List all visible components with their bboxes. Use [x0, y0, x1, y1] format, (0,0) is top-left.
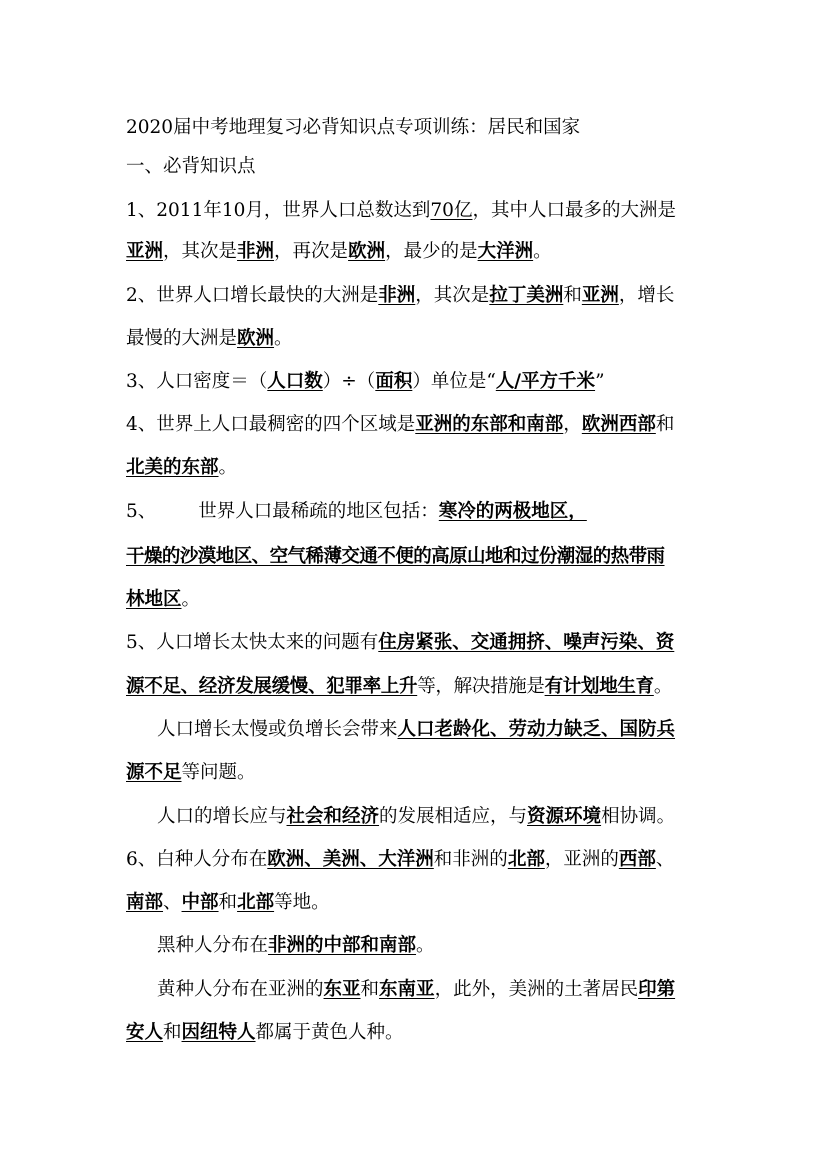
- text: 和非洲的: [433, 849, 508, 870]
- answer-underlined: 非洲: [237, 241, 275, 262]
- text: ，其次是: [415, 285, 490, 306]
- answer-underlined: 北美的东部: [126, 457, 219, 478]
- document-title: 2020届中考地理复习必背知识点专项训练：居民和国家: [126, 117, 581, 138]
- text: 黄种人分布在亚洲的: [157, 979, 324, 1000]
- text: 和: [563, 285, 582, 306]
- paragraph-line: [157, 978, 675, 1002]
- paragraph-line: [126, 456, 237, 480]
- paragraph-line: [126, 545, 665, 569]
- text: ，此外，美洲的土著居民: [434, 979, 639, 1000]
- text: 的发展相适应，与: [379, 806, 528, 827]
- answer-underlined: 安人: [126, 1022, 164, 1043]
- paragraph-line: [126, 413, 674, 437]
- text: 4、世界上人口最稠密的四个区域是: [126, 414, 416, 435]
- answer-underlined: 亚洲: [581, 285, 619, 306]
- paragraph-line: [126, 240, 552, 264]
- paragraph-line: [126, 327, 293, 351]
- text: ，其中人口最多的大洲是: [472, 200, 676, 221]
- answer-underlined: 寒冷的两极地区，: [438, 501, 587, 522]
- text: 1、2011年10月，世界人口总数达到: [126, 200, 431, 221]
- paragraph-line: [126, 284, 674, 308]
- text: 等问题。: [181, 762, 256, 783]
- text: 。: [274, 328, 293, 349]
- answer-underlined: 欧洲西部: [581, 414, 656, 435]
- answer-underlined: 因纽特人: [181, 1022, 256, 1043]
- answer-underlined: 70亿: [430, 200, 473, 221]
- paragraph-line: [126, 761, 256, 785]
- text: 。: [653, 676, 673, 697]
- text: 2、世界人口增长最快的大洲是: [126, 285, 379, 306]
- answer-underlined: 社会和经济: [286, 806, 380, 827]
- text: ”: [595, 371, 605, 392]
- answer-underlined: 欧洲: [348, 241, 386, 262]
- text: 、: [655, 849, 675, 870]
- text: 人口的增长应与: [157, 806, 287, 827]
- paragraph-line: [126, 631, 674, 655]
- paragraph-line: [126, 199, 676, 223]
- answer-underlined: 非洲: [378, 285, 416, 306]
- answer-underlined: 非洲的中部和南部: [268, 935, 417, 956]
- paragraph-line: [126, 891, 330, 915]
- answer-underlined: 亚洲的东部和南部: [415, 414, 564, 435]
- section-heading: 一、必背知识点: [126, 156, 256, 177]
- text: 黑种人分布在: [157, 935, 269, 956]
- text: 和: [218, 892, 238, 913]
- text: 。: [218, 457, 238, 478]
- text: ，增长: [618, 285, 675, 306]
- text: 5、: [126, 501, 157, 522]
- answer-underlined: 东南亚: [379, 979, 435, 1000]
- text: 5、人口增长太快太来的问题有: [126, 632, 379, 653]
- answer-underlined: 人口数: [267, 371, 323, 392]
- paragraph-line: [126, 500, 595, 524]
- text: ）单位是“: [412, 371, 496, 392]
- answer-underlined: 北部: [507, 849, 545, 870]
- paragraph-line: [157, 805, 675, 829]
- text: ，亚洲的: [544, 849, 619, 870]
- text: ，: [563, 414, 582, 435]
- text: 等，解决措施是: [417, 676, 545, 697]
- answer-underlined: 欧洲: [237, 328, 275, 349]
- answer-underlined: 欧洲、美洲、大洋洲: [267, 849, 434, 870]
- answer-underlined: 大洋洲: [477, 241, 534, 262]
- text: ）÷（: [322, 371, 376, 392]
- paragraph-line: [126, 1021, 404, 1045]
- text: 世界人口最稀疏的地区包括：: [198, 501, 439, 522]
- text: ，再次是: [274, 241, 349, 262]
- answer-underlined: 人口老龄化、劳动力缺乏、国防兵: [397, 719, 676, 740]
- answer-underlined: 人/平方千米: [495, 371, 596, 392]
- answer-underlined: 林地区: [126, 589, 182, 610]
- text: 和: [360, 979, 380, 1000]
- text: 和: [655, 414, 675, 435]
- text: 6、白种人分布在: [126, 849, 268, 870]
- paragraph-line: [126, 588, 200, 612]
- answer-underlined: 南部: [126, 892, 164, 913]
- text: 。: [416, 935, 435, 956]
- answer-underlined: 东亚: [323, 979, 361, 1000]
- text: 。: [181, 589, 201, 610]
- answer-underlined: 中部: [181, 892, 219, 913]
- paragraph-line: [157, 934, 435, 958]
- answer-underlined: 住房紧张、交通拥挤、噪声污染、资: [378, 632, 675, 653]
- text: 3、人口密度＝（: [126, 371, 268, 392]
- text: 和: [163, 1022, 182, 1043]
- answer-underlined: 亚洲: [126, 241, 164, 262]
- answer-underlined: 北部: [237, 892, 275, 913]
- answer-underlined: 源不足、经济发展缓慢、犯罪率上升: [126, 676, 418, 697]
- answer-underlined: 资源环境: [527, 806, 602, 827]
- text: 相协调。: [601, 806, 676, 827]
- text: 。: [533, 241, 552, 262]
- text: 都属于黄色人种。: [255, 1022, 404, 1043]
- text: 人口增长太慢或负增长会带来: [157, 719, 398, 740]
- answer-underlined: 印第: [638, 979, 676, 1000]
- text: ，最少的是: [385, 241, 478, 262]
- paragraph-line: [126, 848, 674, 872]
- text: 等地。: [274, 892, 330, 913]
- text: 、: [163, 892, 182, 913]
- paragraph-line: [126, 675, 672, 699]
- answer-underlined: 有计划地生育: [544, 676, 654, 697]
- answer-underlined: 西部: [618, 849, 656, 870]
- answer-underlined: 拉丁美洲: [489, 285, 564, 306]
- answer-underlined: 源不足: [126, 762, 182, 783]
- paragraph-line: [126, 370, 605, 394]
- paragraph-line: [157, 718, 675, 742]
- answer-underlined: 干燥的沙漠地区、空气稀薄交通不便的高原山地和过份潮湿的热带雨: [126, 546, 665, 567]
- answer-underlined: 面积: [375, 371, 413, 392]
- text: 最慢的大洲是: [126, 328, 238, 349]
- text: ，其次是: [163, 241, 238, 262]
